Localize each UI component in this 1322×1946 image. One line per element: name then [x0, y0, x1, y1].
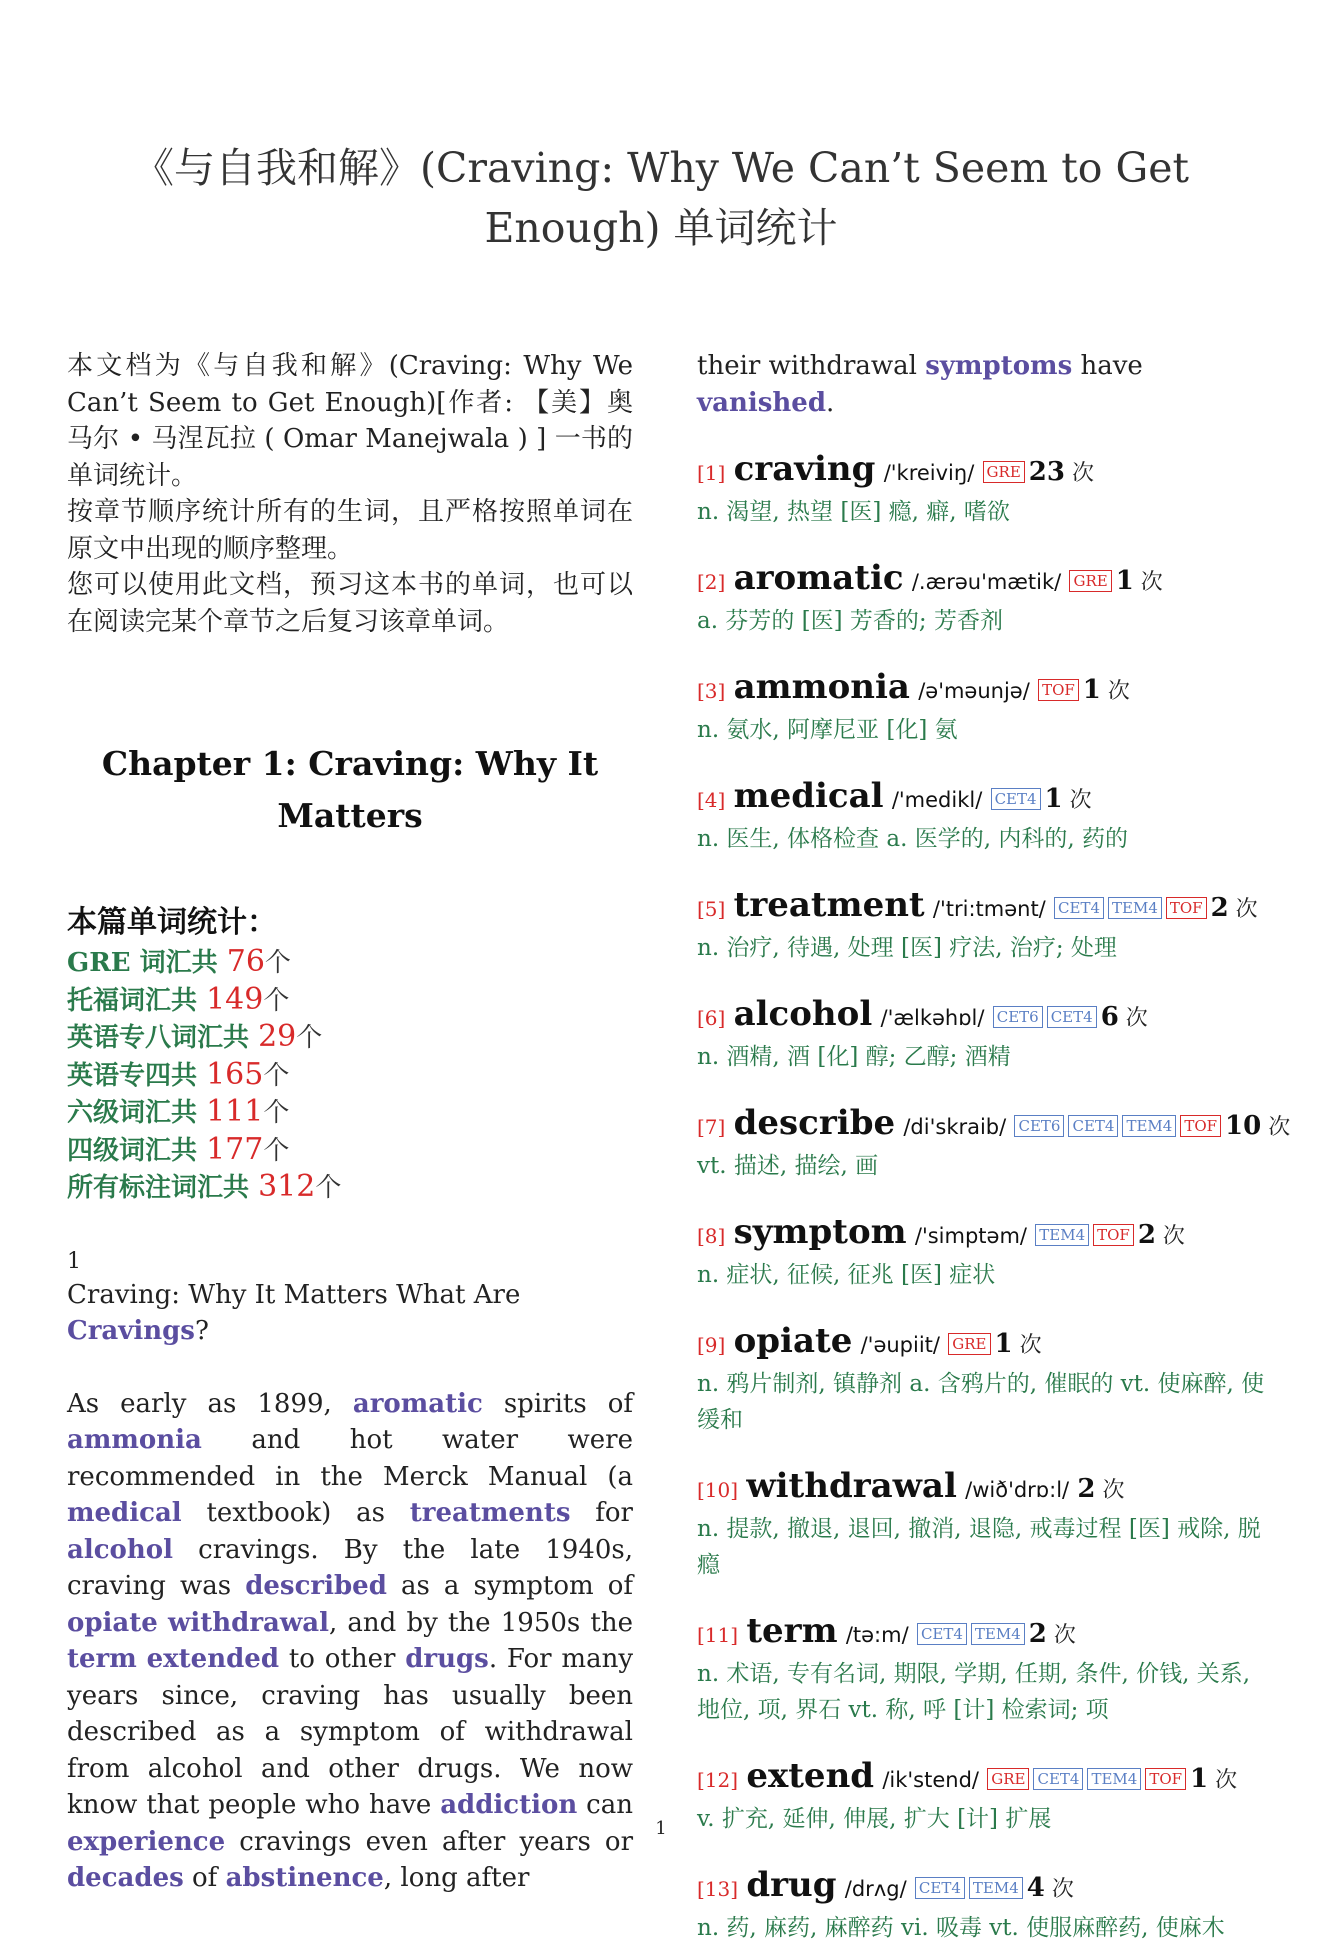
vocab-entry	[697, 776, 1277, 857]
intro-line: 本文档为《与自我和解》(Craving: Why We Can’t Seem to Get Enough)[作者: 【美】奥马尔 • 马涅瓦拉 ( Omar Manejwala ) ] 一书的单词统计。	[67, 351, 633, 491]
text-run: textbook) as	[181, 1498, 410, 1528]
entry-count: 4	[1026, 1873, 1045, 1903]
text-run	[158, 1608, 168, 1638]
entry-count: 1	[1115, 566, 1134, 596]
entry-count: 2	[1028, 1619, 1047, 1649]
vocab-entry	[697, 667, 1277, 748]
stat-count: 76	[226, 944, 265, 979]
entry-tag: CET4	[1033, 1768, 1083, 1790]
document-title: 《与自我和解》(Craving: Why We Can’t Seem to Get Enough) 单词统计	[133, 144, 1189, 252]
entry-word: opiate	[733, 1321, 853, 1361]
entry-index: [12]	[697, 1768, 739, 1792]
chapter-title: Chapter 1: Craving: Why It Matters	[101, 744, 599, 835]
vocab-entry-head	[697, 667, 1277, 712]
vocab-entry-head	[697, 1212, 1277, 1257]
left-column	[67, 348, 633, 1897]
stat-label: 四级词汇共	[67, 1135, 207, 1166]
entry-tag: TEM4	[1108, 897, 1162, 919]
entry-tag: GRE	[1069, 570, 1111, 592]
text-run: spirits of	[482, 1388, 633, 1419]
text-run: .	[826, 387, 835, 418]
entry-phonetic: /ə'məunjə/	[918, 679, 1030, 703]
entry-definition: n. 医生, 体格检查 a. 医学的, 内科的, 药的	[697, 826, 1128, 852]
entry-tag: GRE	[948, 1333, 990, 1355]
intro-text	[67, 348, 633, 640]
intro-line: 您可以使用此文档，预习这本书的单词，也可以在阅读完某个章节之后复习该章单词。	[67, 570, 633, 637]
entry-index: [8]	[697, 1224, 726, 1248]
entry-tag: CET4	[1068, 1115, 1118, 1137]
entry-count: 6	[1100, 1002, 1119, 1032]
entry-count-unit: 次	[1046, 1623, 1076, 1648]
vocab-entry-head	[697, 1466, 1277, 1511]
vocab-entry	[697, 1611, 1277, 1728]
entry-tag: CET6	[1014, 1115, 1064, 1137]
entry-tag: TEM4	[1087, 1768, 1141, 1790]
entry-index: [11]	[697, 1623, 739, 1647]
entry-definition: vt. 描述, 描绘, 画	[697, 1153, 879, 1179]
entry-definition: n. 术语, 专有名词, 期限, 学期, 任期, 条件, 价钱, 关系, 地位, 项, 界石 vt. 称, 呼 [计] 检索词; 项	[697, 1661, 1251, 1723]
entry-count-unit: 次	[1155, 1224, 1185, 1249]
entry-word: symptom	[733, 1212, 907, 1252]
entry-phonetic: /ik'stend/	[882, 1768, 979, 1792]
highlighted-word: treatments	[409, 1498, 571, 1528]
highlighted-word: ammonia	[67, 1425, 202, 1455]
entry-index: [2]	[697, 570, 726, 594]
text-run: to other	[279, 1644, 406, 1674]
entry-tag: TOF	[1093, 1224, 1134, 1246]
entry-definition: v. 扩充, 延伸, 伸展, 扩大 [计] 扩展	[697, 1806, 1052, 1832]
page-number: 1	[655, 1818, 667, 1839]
entry-tag: CET4	[915, 1877, 965, 1899]
text-run: as a symptom of	[386, 1571, 634, 1601]
chapter-heading-line	[67, 1277, 633, 1350]
entry-phonetic: /'medikl/	[891, 788, 983, 812]
entry-phonetic: /drʌg/	[844, 1877, 907, 1901]
entry-count-unit: 次	[1228, 897, 1258, 922]
highlighted-word: symptoms	[925, 351, 1073, 381]
entry-phonetic: /tə:m/	[845, 1623, 909, 1647]
entry-count-unit: 次	[1133, 570, 1163, 595]
entry-definition: n. 氨水, 阿摩尼亚 [化] 氨	[697, 717, 958, 743]
text-run: of	[183, 1863, 226, 1893]
entry-tag: TOF	[1145, 1768, 1186, 1790]
stat-row	[67, 1019, 633, 1057]
entry-index: [5]	[697, 897, 726, 921]
entry-count: 1	[1044, 784, 1063, 814]
text-run: for	[570, 1498, 633, 1528]
entry-tag: CET4	[917, 1623, 967, 1645]
entry-word: aromatic	[733, 558, 904, 598]
entry-index: [6]	[697, 1006, 726, 1030]
stat-label: 所有标注词汇共	[67, 1173, 259, 1203]
vocab-entry-head	[697, 1756, 1277, 1801]
entry-word: withdrawal	[746, 1466, 957, 1506]
stat-label: 英语专四共	[67, 1060, 207, 1091]
entry-count-unit: 次	[1100, 679, 1130, 704]
entry-tag: TEM4	[969, 1877, 1023, 1899]
highlighted-word: experience	[67, 1826, 226, 1857]
text-run: . For many years since, craving has usually been described as a symptom of withdrawal from alcohol and other drugs. We now know that people who have	[67, 1644, 634, 1820]
entry-count: 1	[994, 1329, 1013, 1359]
entry-word: ammonia	[733, 667, 910, 707]
stat-label: 英语专八词汇共	[67, 1023, 259, 1053]
entry-count-unit: 次	[1118, 1006, 1148, 1031]
stat-row	[67, 982, 633, 1020]
vocab-entry-head	[697, 449, 1277, 494]
entry-index: [7]	[697, 1115, 726, 1139]
entry-count: 1	[1082, 675, 1101, 705]
entry-count-unit: 次	[1062, 788, 1092, 813]
entry-count: 10	[1225, 1111, 1262, 1141]
stats-title: 本篇单词统计：	[67, 905, 277, 940]
highlighted-word: term	[67, 1644, 137, 1674]
stat-unit: 个	[263, 1060, 290, 1091]
vocab-entry	[697, 1212, 1277, 1293]
entry-tag: CET4	[1047, 1006, 1097, 1028]
stat-label: GRE 词汇共	[67, 948, 227, 978]
vocab-entry	[697, 994, 1277, 1075]
intro-line: 按章节顺序统计所有的生词，且严格按照单词在原文中出现的顺序整理。	[67, 497, 633, 564]
entry-tag: CET6	[993, 1006, 1043, 1028]
stat-count: 177	[206, 1131, 264, 1167]
vocab-entry	[697, 1103, 1291, 1184]
chapter-number: 1	[67, 1248, 81, 1274]
vocab-entry-head	[697, 1321, 1277, 1366]
entry-phonetic: /di'skraib/	[903, 1115, 1007, 1139]
vocab-entry	[697, 1466, 1277, 1583]
entry-count-unit: 次	[1095, 1478, 1125, 1503]
entry-word: craving	[733, 449, 876, 489]
text-run: , and by the 1950s the	[328, 1607, 633, 1638]
vocab-entry	[697, 1865, 1277, 1946]
entry-definition: n. 渴望, 热望 [医] 瘾, 癖, 嗜欲	[697, 499, 1010, 525]
highlighted-word: opiate	[67, 1607, 158, 1638]
highlighted-word: drugs	[405, 1644, 489, 1674]
entry-index: [3]	[697, 679, 726, 703]
right-column	[697, 348, 1291, 1946]
text-run: can	[577, 1790, 633, 1820]
entry-definition: n. 鸦片制剂, 镇静剂 a. 含鸦片的, 催眠的 vt. 使麻醉, 使缓和	[697, 1371, 1265, 1433]
entry-tag: TEM4	[1122, 1115, 1176, 1137]
stat-row	[67, 1132, 633, 1170]
stat-unit: 个	[263, 1135, 290, 1166]
entry-phonetic: /wið'drɒ:l/	[965, 1478, 1070, 1502]
vocab-entry-head	[697, 994, 1277, 1039]
entry-index: [1]	[697, 461, 726, 485]
text-run: ?	[194, 1316, 209, 1346]
entry-tag: TOF	[1038, 679, 1079, 701]
entry-word: describe	[733, 1103, 896, 1143]
entry-count-unit: 次	[1064, 461, 1094, 486]
text-run: their withdrawal	[697, 351, 926, 381]
text-run: have	[1072, 351, 1143, 381]
highlighted-word: addiction	[440, 1790, 578, 1820]
entry-phonetic: /'kreiviŋ/	[883, 461, 975, 485]
entry-tag: CET4	[1054, 897, 1104, 919]
highlighted-word: extended	[146, 1644, 279, 1674]
highlighted-word: aromatic	[352, 1388, 483, 1419]
entry-word: alcohol	[733, 994, 873, 1034]
stat-count: 111	[206, 1094, 264, 1129]
highlighted-word: decades	[67, 1863, 184, 1893]
entry-tag: TOF	[1180, 1115, 1221, 1137]
stat-count: 29	[258, 1019, 297, 1054]
entry-tag: CET4	[991, 788, 1041, 810]
entry-index: [9]	[697, 1333, 726, 1357]
text-run: As early as 1899,	[67, 1388, 353, 1419]
entry-word: treatment	[733, 885, 925, 925]
entry-word: medical	[733, 776, 884, 816]
entry-definition: n. 提款, 撤退, 退回, 撤消, 退隐, 戒毒过程 [医] 戒除, 脱瘾	[697, 1516, 1261, 1578]
entry-tag: TOF	[1166, 897, 1207, 919]
entry-count-unit: 次	[1261, 1115, 1291, 1140]
entry-index: [13]	[697, 1877, 739, 1901]
text-run: Craving: Why It Matters What Are	[67, 1279, 521, 1310]
vocab-entry-head	[697, 885, 1277, 930]
stat-label: 托福词汇共	[67, 985, 207, 1016]
stat-unit: 个	[315, 1173, 342, 1203]
entry-definition: n. 酒精, 酒 [化] 醇; 乙醇; 酒精	[697, 1044, 1011, 1070]
highlighted-word: vanished	[697, 387, 826, 418]
stat-unit: 个	[264, 948, 291, 978]
vocab-entry-head	[697, 1611, 1277, 1656]
entry-tag: GRE	[983, 461, 1025, 483]
stat-count: 149	[206, 981, 264, 1017]
entry-word: drug	[746, 1865, 837, 1905]
vocab-entry	[697, 885, 1277, 966]
entry-count: 2	[1137, 1220, 1156, 1250]
vocab-entry-head	[697, 776, 1277, 821]
entry-definition: n. 药, 麻药, 麻醉药 vi. 吸毒 vt. 使服麻醉药, 使麻木	[697, 1915, 1225, 1941]
text-run: cravings. By the late 1940s, craving was	[67, 1534, 633, 1601]
highlighted-word: described	[245, 1571, 387, 1601]
highlighted-word: alcohol	[67, 1534, 174, 1565]
vocab-entry	[697, 1321, 1277, 1438]
entry-phonetic: /.ærəu'mætik/	[911, 570, 1062, 594]
stat-row	[67, 1057, 633, 1095]
entry-phonetic: /'tri:tmənt/	[932, 897, 1046, 921]
entry-tag: TEM4	[971, 1623, 1025, 1645]
stat-label: 六级词汇共	[67, 1098, 207, 1128]
stats-list	[67, 944, 633, 1207]
entry-tag: GRE	[987, 1768, 1029, 1790]
entry-definition: n. 治疗, 待遇, 处理 [医] 疗法, 治疗; 处理	[697, 935, 1117, 961]
entry-count-unit: 次	[1044, 1877, 1074, 1902]
entry-word: term	[746, 1611, 838, 1651]
entry-phonetic: /'simptəm/	[914, 1224, 1027, 1248]
text-run: and hot water were recommended in the Merck Manual (a	[67, 1425, 633, 1492]
entry-count: 2	[1077, 1474, 1096, 1504]
entry-definition: a. 芬芳的 [医] 芳香的; 芳香剂	[697, 608, 1003, 634]
vocab-entry-head	[697, 558, 1277, 603]
entry-count: 2	[1210, 893, 1229, 923]
vocab-entry-head	[697, 1103, 1291, 1148]
stat-row	[67, 1169, 633, 1207]
text-run: cravings even after years or	[225, 1826, 633, 1857]
highlighted-word: medical	[67, 1498, 182, 1528]
text-run	[137, 1644, 147, 1674]
vocabulary-list	[697, 449, 1291, 1946]
highlighted-word: withdrawal	[167, 1607, 329, 1638]
stat-row	[67, 944, 633, 982]
entry-phonetic: /'ælkəhɒl/	[880, 1006, 985, 1030]
text-run: , long after	[383, 1863, 530, 1893]
stat-unit: 个	[263, 1098, 290, 1128]
entry-count-unit: 次	[1208, 1768, 1238, 1793]
entry-count: 1	[1190, 1764, 1209, 1794]
vocab-entry	[697, 558, 1277, 639]
entry-count-unit: 次	[1012, 1333, 1042, 1358]
stat-unit: 个	[263, 985, 290, 1016]
entry-definition: n. 症状, 征候, 征兆 [医] 症状	[697, 1262, 996, 1288]
paragraph-continuation	[697, 348, 1277, 421]
stat-count: 312	[258, 1169, 316, 1204]
entry-count: 23	[1028, 457, 1065, 487]
vocab-entry-head	[697, 1865, 1277, 1910]
highlighted-word: abstinence	[225, 1863, 384, 1893]
entry-tag: TEM4	[1035, 1224, 1089, 1246]
highlighted-word: Cravings	[67, 1316, 195, 1346]
entry-word: extend	[746, 1756, 875, 1796]
entry-index: [4]	[697, 788, 726, 812]
entry-phonetic: /'əupiit/	[860, 1333, 940, 1357]
stat-row	[67, 1094, 633, 1132]
stat-count: 165	[206, 1056, 264, 1092]
stat-unit: 个	[296, 1023, 323, 1053]
vocab-entry	[697, 449, 1277, 530]
entry-index: [10]	[697, 1478, 739, 1502]
